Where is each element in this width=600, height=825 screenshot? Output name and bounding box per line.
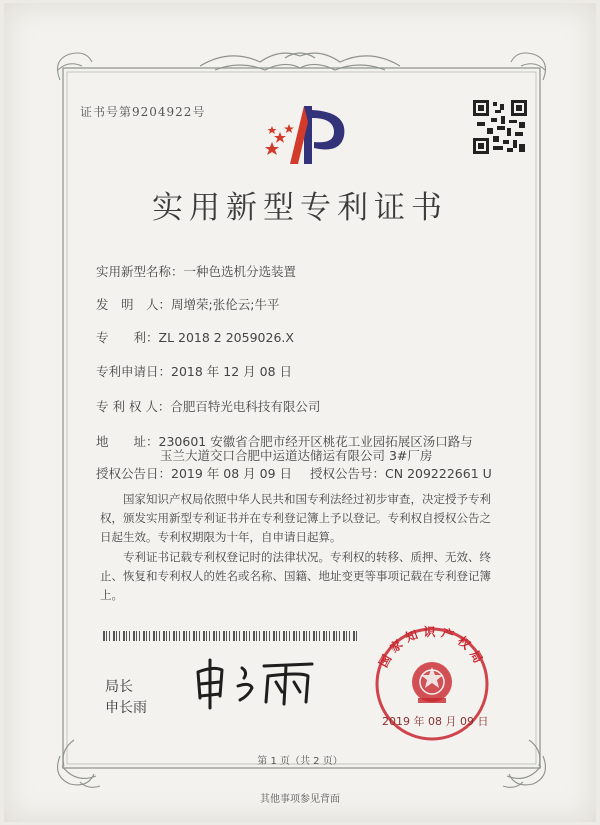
- address-line-2: 玉兰大道交口合肥中运道达储运有限公司 3#厂房: [160, 448, 433, 463]
- field-label: 地 址：: [96, 434, 159, 449]
- certificate-title: 实用新型专利证书: [152, 190, 448, 226]
- field-value: 一种色选机分选装置: [183, 264, 297, 279]
- field-grant-date: [96, 464, 292, 482]
- stamp-arc-text: 国家知识产权局: [376, 625, 488, 670]
- certificate-number: 证书号第9204922号: [80, 105, 206, 119]
- field-value: CN 209222661 U: [385, 466, 492, 481]
- qr-code: [473, 100, 527, 154]
- field-label: 专利申请日：: [96, 364, 172, 379]
- field-application-date: [96, 362, 292, 380]
- field-value: 合肥百特光电科技有限公司: [170, 399, 321, 414]
- director-name: 申长雨: [105, 700, 147, 716]
- field-label: 发 明 人：: [96, 297, 172, 312]
- statement-paragraph-2: 专利证书记载专利权登记时的法律状况。专利权的转移、质押、无效、终止、恢复和专利权人的姓名或名称、国籍、地址变更等事项记载在专利登记簿上。: [100, 550, 491, 602]
- footer-note: 其他事项参见背面: [260, 794, 340, 805]
- field-patent-number: [96, 328, 294, 346]
- field-inventor: [96, 295, 279, 313]
- field-label: 授权公告号：: [310, 466, 386, 481]
- director-title: 局长: [105, 679, 133, 695]
- field-value: 2019 年 08 月 09 日: [171, 466, 293, 481]
- barcode-strip: [103, 631, 358, 641]
- field-label: 专 利 权 人：: [96, 399, 171, 414]
- field-value: 2018 年 12 月 08 日: [171, 364, 293, 379]
- patent-office-logo: [262, 102, 352, 172]
- field-label: 专 利：: [96, 330, 159, 345]
- field-value: ZL 2018 2 2059026.X: [158, 330, 294, 345]
- page-indicator: 第 1 页（共 2 页）: [257, 756, 343, 767]
- address-line-1: 230601 安徽省合肥市经开区桃花工业园拓展区汤口路与: [158, 434, 473, 449]
- handwritten-signature: [190, 652, 320, 712]
- field-grant-number: [310, 464, 492, 482]
- statement-paragraph-1: 国家知识产权局依照中华人民共和国专利法经过初步审查，决定授予专利权，颁发实用新型专利证书并在专利登记簿上予以登记。专利权自授权公告之日起生效。专利权期限为十年，自申请日起算。: [100, 492, 491, 544]
- field-patentee: [96, 397, 320, 415]
- stamp-date: 2019 年 08 月 09 日: [382, 715, 489, 728]
- field-label: 实用新型名称：: [96, 264, 184, 279]
- field-utility-model-name: [96, 262, 296, 280]
- field-label: 授权公告日：: [96, 466, 172, 481]
- field-value: 周增荣;张伦云;牛平: [171, 297, 280, 312]
